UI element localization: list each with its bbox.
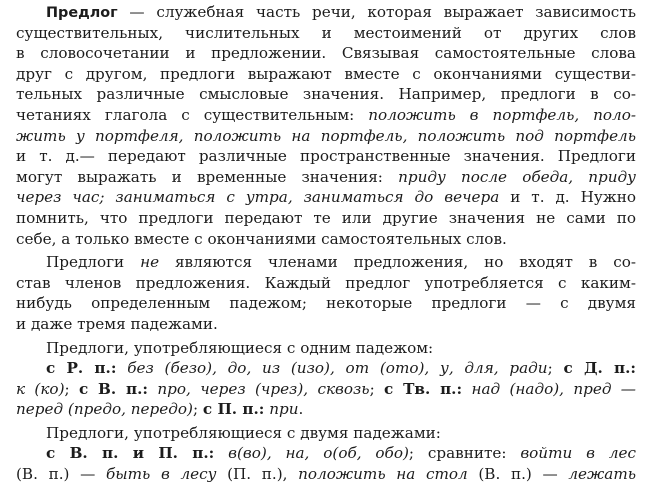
text-run: и даже тремя падежами. [16, 314, 218, 333]
case-label: с П. п.: [202, 400, 265, 419]
text-run: ; сравните: [408, 444, 521, 463]
term-heading: Предлог [46, 5, 118, 21]
example-italic: к (ко) [16, 379, 65, 398]
example-italic: над (надо), пред — [471, 379, 636, 398]
text-run: . [298, 400, 304, 419]
document-page [16, 2, 636, 485]
example-italic: через час; заниматься с утра, заниматься до вечера [16, 188, 500, 207]
text-run: ; [192, 400, 203, 419]
text-line [16, 208, 636, 229]
text-run: помнить, что предлоги передают те или другие значения не сами по [16, 208, 636, 227]
text-run: друг с другом, предлоги выражают вместе с окончаниями существи- [16, 64, 636, 83]
text-line [16, 2, 636, 23]
case-label: с Р. п.: [46, 359, 117, 378]
example-italic: без (безо), до, из (изо), от (ото), у, для, ради [127, 359, 548, 378]
text-run: (В. п.) — [467, 465, 569, 484]
example-italic: в(во), на, о(об, обо) [228, 444, 409, 463]
text-line [16, 358, 636, 379]
text-run: себе, а только вместе с окончаниями самостоятельных слов. [16, 229, 507, 248]
text-line [16, 167, 636, 188]
example-italic: приду после обеда, приду [398, 167, 636, 186]
case-label: с Тв. п.: [384, 379, 463, 398]
text-line [16, 443, 636, 464]
text-run: и т. д. Нужно [499, 188, 636, 207]
case-label: с Д. п.: [563, 359, 637, 378]
text-line [16, 187, 636, 208]
text-line [16, 423, 636, 444]
text-run [116, 359, 127, 377]
example-italic: быть в лесу [105, 465, 217, 484]
text-line [16, 229, 636, 250]
text-run: тельных различные смысловые значения. Например, предлоги в со- [16, 85, 636, 104]
text-run [148, 380, 157, 398]
example-italic: лежать [568, 465, 637, 484]
text-line [16, 464, 636, 485]
text-line [16, 43, 636, 64]
case-label: с В. п.: [78, 379, 148, 398]
text-line [16, 126, 636, 147]
example-italic: не [140, 253, 160, 272]
text-run: (П. п.), [216, 465, 299, 484]
text-run: четаниях глагола с существительным: [16, 105, 369, 124]
text-run: Предлоги, употребляющиеся с одним падежом: [46, 338, 434, 357]
text-run: являются членами предложения, но входят в со- [159, 253, 636, 272]
text-line [16, 293, 636, 314]
text-run: существительных, числительных и местоимений от других слов [16, 23, 636, 42]
text-line [16, 105, 636, 126]
text-run: ; [547, 359, 564, 378]
text-run: в словосочетании и предложении. Связывая самостоятельные слова [16, 44, 636, 63]
text-run: нибудь определенным падежом; некоторые предлоги — с двумя [16, 294, 636, 313]
text-line [16, 314, 636, 335]
example-italic: про, через (чрез), сквозь [157, 379, 370, 398]
example-italic: положить на стол [298, 465, 468, 484]
example-italic: войти в лес [520, 444, 636, 463]
example-italic: жить у портфеля, положить на портфель, положить под портфель [16, 126, 636, 145]
text-run [214, 444, 228, 462]
text-line [16, 338, 636, 359]
case-label: с В. п. и П. п.: [46, 444, 215, 463]
text-line [16, 64, 636, 85]
text-run: Предлоги, употребляющиеся с двумя падежами: [46, 423, 441, 442]
text-line [16, 84, 636, 105]
example-italic: перед (предо, передо) [16, 400, 193, 419]
text-line [16, 273, 636, 294]
text-run: Предлоги [46, 253, 141, 272]
text-run: став членов предложения. Каждый предлог употребляется с каким- [16, 273, 636, 292]
example-italic: при [269, 400, 299, 419]
text-line [16, 379, 636, 400]
text-run: могут выражать и временные значения: [16, 167, 399, 186]
text-run: ; [369, 379, 385, 398]
text-line [16, 252, 636, 273]
text-line [16, 399, 636, 420]
text-line [16, 23, 636, 44]
example-italic: положить в портфель, поло- [368, 105, 636, 124]
text-run: — служебная часть речи, которая выражает зависимость [117, 3, 636, 21]
text-run: и т. д.— передают различные пространственные значения. Предлоги [16, 147, 636, 166]
text-run: (В. п.) — [16, 465, 106, 484]
text-run: ; [64, 379, 79, 398]
text-line [16, 146, 636, 167]
